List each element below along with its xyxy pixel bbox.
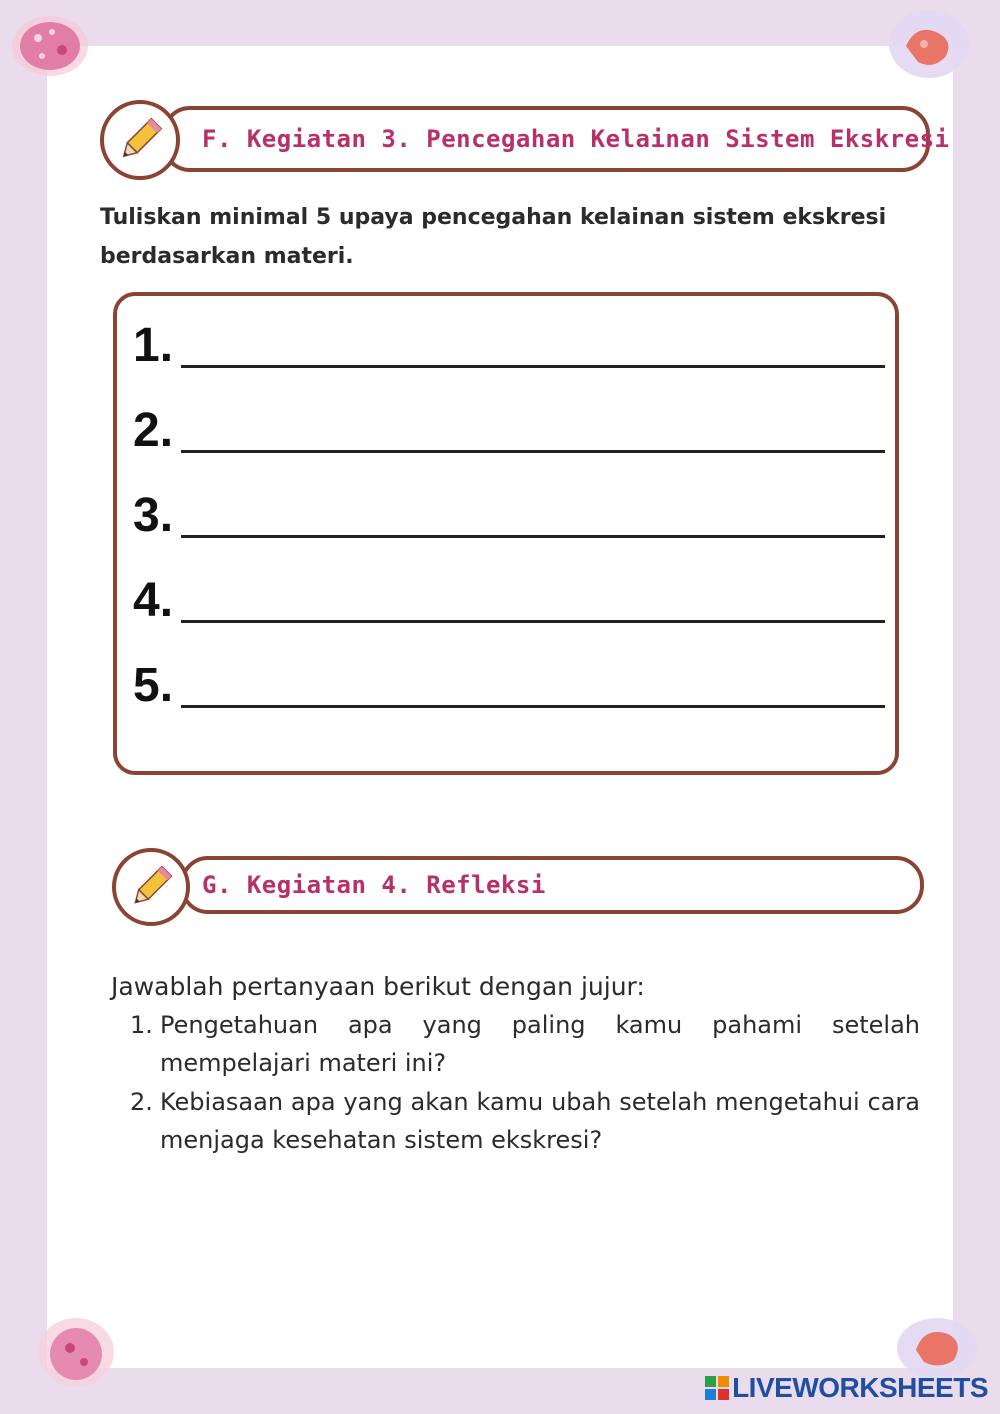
answer-blank[interactable] (181, 620, 885, 623)
section-f-title-pill (162, 106, 950, 172)
bacteria-decoration-top-right (884, 4, 974, 84)
section-f-heading (100, 100, 950, 182)
reflection-question-1 (130, 1006, 920, 1082)
answer-blank[interactable] (181, 705, 885, 708)
answer-line-5 (133, 650, 885, 710)
section-g-intro: Jawablah pertanyaan berikut dengan jujur: (111, 972, 645, 1001)
bacteria-decoration-top-left (8, 10, 92, 82)
question-number: 1. (130, 1011, 153, 1039)
liveworksheets-logo-icon (705, 1376, 729, 1400)
answer-number: 2. (133, 404, 174, 457)
answer-blank[interactable] (181, 365, 885, 368)
section-f-title: F. Kegiatan 3. Pencegahan Kelainan Sistem Ekskresi (202, 125, 950, 153)
pencil-icon (113, 113, 167, 167)
liveworksheets-logo[interactable] (705, 1372, 988, 1404)
answer-number: 4. (133, 574, 174, 627)
liveworksheets-brand: LIVEWORKSHEETS (732, 1372, 988, 1403)
question-number: 2. (130, 1088, 153, 1116)
answer-number: 1. (133, 319, 174, 372)
pencil-icon-circle (100, 100, 180, 180)
answer-line-3 (133, 480, 885, 540)
answer-blank[interactable] (181, 450, 885, 453)
section-g-title: G. Kegiatan 4. Refleksi (202, 871, 546, 899)
answer-number: 5. (133, 659, 174, 712)
bacteria-decoration-bottom-left (34, 1312, 118, 1392)
answer-blank[interactable] (181, 535, 885, 538)
bacteria-decoration-bottom-right (892, 1310, 982, 1380)
answer-line-1 (133, 310, 885, 370)
section-g-title-pill (180, 856, 924, 914)
section-g-heading (112, 848, 924, 928)
question-text: Pengetahuan apa yang paling kamu pahami setelah mempelajari materi ini? (160, 1011, 920, 1077)
answer-line-4 (133, 565, 885, 625)
question-text: Kebiasaan apa yang akan kamu ubah setelah mengetahui cara menjaga kesehatan sistem ekskresi? (160, 1088, 920, 1154)
reflection-question-2 (130, 1083, 920, 1159)
pencil-icon-circle (112, 848, 190, 926)
answer-line-2 (133, 395, 885, 455)
section-f-instruction: Tuliskan minimal 5 upaya pencegahan kelainan sistem ekskresi berdasarkan materi. (100, 205, 887, 269)
answer-number: 3. (133, 489, 174, 542)
pencil-icon (125, 861, 177, 913)
